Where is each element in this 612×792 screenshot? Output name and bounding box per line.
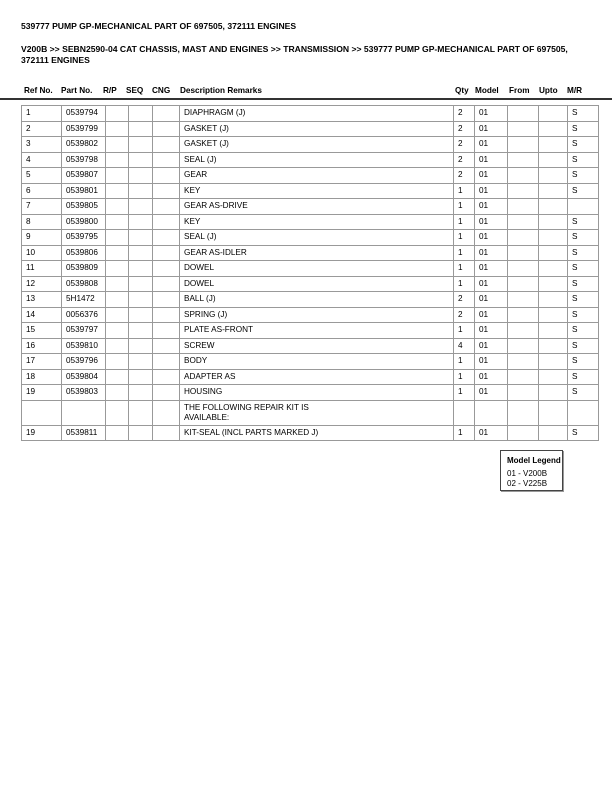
table-cell: 5H1472 [62,292,106,308]
table-cell [106,323,129,339]
table-row [22,261,599,277]
table-cell [153,245,180,261]
table-cell [508,292,539,308]
table-cell [539,385,568,401]
table-cell: S [568,323,599,339]
legend-item: 01 - V200B [507,469,548,478]
table-cell [129,106,153,122]
table-cell: 1 [454,261,475,277]
table-cell: S [568,261,599,277]
table-cell [153,400,180,425]
table-cell: S [568,152,599,168]
table-cell: 1 [454,230,475,246]
table-cell [475,400,508,425]
table-cell [106,214,129,230]
table-cell [539,121,568,137]
table-cell [106,338,129,354]
table-row [22,245,599,261]
table-cell [153,106,180,122]
table-cell: 01 [475,230,508,246]
table-cell: 7 [22,199,62,215]
table-cell: 0539798 [62,152,106,168]
table-cell [129,338,153,354]
table-cell: 2 [454,152,475,168]
table-cell [539,152,568,168]
page-title: 539777 PUMP GP-MECHANICAL PART OF 697505, 372111 ENGINES [21,21,297,31]
table-cell [106,121,129,137]
table-cell: S [568,425,599,441]
table-cell: GEAR [180,168,454,184]
table-cell: GEAR AS-IDLER [180,245,454,261]
table-cell [153,292,180,308]
table-cell: 10 [22,245,62,261]
table-cell: 01 [475,385,508,401]
table-cell [129,137,153,153]
table-cell [508,369,539,385]
table-cell: 01 [475,425,508,441]
table-cell: GASKET (J) [180,137,454,153]
table-cell [153,261,180,277]
table-cell: BALL (J) [180,292,454,308]
table-cell: 0539811 [62,425,106,441]
table-cell [508,137,539,153]
table-cell: 1 [454,354,475,370]
table-cell: GASKET (J) [180,121,454,137]
table-cell: 0539806 [62,245,106,261]
table-cell [106,230,129,246]
table-cell [539,168,568,184]
table-cell [539,400,568,425]
table-cell: 01 [475,245,508,261]
table-cell: 4 [22,152,62,168]
table-row [22,400,599,425]
table-row [22,168,599,184]
table-cell: 0539796 [62,354,106,370]
table-cell [153,276,180,292]
column-header: Ref No. [24,86,53,95]
table-cell: 12 [22,276,62,292]
table-cell [153,152,180,168]
table-cell: PLATE AS-FRONT [180,323,454,339]
table-row [22,106,599,122]
table-cell [508,323,539,339]
table-cell: S [568,369,599,385]
breadcrumb: V200B >> SEBN2590-04 CAT CHASSIS, MAST AND ENGINES >> TRANSMISSION >> 539777 PUMP GP-MECHANICAL PART OF 697505, 372111 ENGINES [21,44,568,65]
column-header: Upto [539,86,558,95]
table-cell [129,292,153,308]
table-cell: 1 [454,323,475,339]
table-cell [106,369,129,385]
table-cell [153,214,180,230]
table-cell [153,385,180,401]
model-legend [500,450,563,491]
column-header: Part No. [61,86,93,95]
table-cell: 0539797 [62,323,106,339]
table-cell [508,199,539,215]
table-row [22,385,599,401]
table-cell [508,106,539,122]
table-cell: 1 [454,199,475,215]
table-cell: 01 [475,369,508,385]
parts-table [21,105,599,441]
table-cell [106,261,129,277]
column-header: M/R [567,86,583,95]
table-cell: 01 [475,152,508,168]
table-cell: S [568,276,599,292]
table-cell [106,425,129,441]
table-cell [539,369,568,385]
table-cell: 2 [22,121,62,137]
table-cell [129,183,153,199]
table-cell [539,292,568,308]
table-cell [539,307,568,323]
table-cell [539,137,568,153]
table-row [22,292,599,308]
table-cell [106,276,129,292]
table-cell: 6 [22,183,62,199]
table-cell [129,261,153,277]
table-cell [153,369,180,385]
table-cell: 01 [475,292,508,308]
table-cell [106,385,129,401]
table-row [22,137,599,153]
table-cell [129,400,153,425]
table-cell: 1 [454,245,475,261]
table-cell: 01 [475,137,508,153]
column-header: From [509,86,530,95]
table-cell [153,338,180,354]
table-cell [106,354,129,370]
table-cell: GEAR AS-DRIVE [180,199,454,215]
table-cell: S [568,338,599,354]
table-row [22,230,599,246]
table-cell: 0539808 [62,276,106,292]
table-cell [508,400,539,425]
table-cell: 1 [454,214,475,230]
table-cell [106,106,129,122]
table-cell: 1 [22,106,62,122]
table-cell [106,307,129,323]
table-cell: S [568,121,599,137]
table-row [22,199,599,215]
table-row [22,323,599,339]
table-cell [508,261,539,277]
table-cell: THE FOLLOWING REPAIR KIT IS AVAILABLE: [180,400,454,425]
table-cell: 18 [22,369,62,385]
table-cell: SCREW [180,338,454,354]
table-cell: 0056376 [62,307,106,323]
column-header: Model [475,86,499,95]
table-cell: S [568,230,599,246]
table-row [22,425,599,441]
table-cell [539,354,568,370]
table-cell: 1 [454,385,475,401]
table-cell [129,323,153,339]
table-cell [508,230,539,246]
table-cell [106,168,129,184]
table-cell: KEY [180,214,454,230]
table-cell [62,400,106,425]
table-cell [129,354,153,370]
table-cell: 16 [22,338,62,354]
table-cell: 2 [454,307,475,323]
table-cell: 2 [454,292,475,308]
column-header: Description Remarks [180,86,262,95]
column-header: Qty [455,86,469,95]
table-cell [129,230,153,246]
table-cell [508,354,539,370]
table-cell [153,168,180,184]
table-cell [454,400,475,425]
table-header [0,86,612,100]
table-cell: 3 [22,137,62,153]
table-cell: 14 [22,307,62,323]
table-cell [129,369,153,385]
table-cell: 11 [22,261,62,277]
table-cell [153,425,180,441]
table-cell: S [568,168,599,184]
table-cell [539,276,568,292]
table-row [22,307,599,323]
table-cell [539,425,568,441]
table-cell: 1 [454,425,475,441]
legend-item: 02 - V225B [507,479,548,488]
table-cell [568,199,599,215]
table-cell [129,276,153,292]
table-cell [508,168,539,184]
table-cell [539,261,568,277]
table-cell: 01 [475,121,508,137]
table-cell: S [568,354,599,370]
table-cell: 0539807 [62,168,106,184]
table-cell: BODY [180,354,454,370]
table-cell: 0539801 [62,183,106,199]
table-cell [153,121,180,137]
table-cell [539,214,568,230]
column-header: R/P [103,86,117,95]
table-cell [508,338,539,354]
table-cell: S [568,214,599,230]
table-cell [153,199,180,215]
table-row [22,369,599,385]
table-cell [539,323,568,339]
table-cell: 2 [454,106,475,122]
table-cell [539,230,568,246]
table-cell [129,245,153,261]
table-cell [106,152,129,168]
table-cell: 0539804 [62,369,106,385]
table-cell [153,354,180,370]
table-cell: S [568,183,599,199]
table-cell [539,245,568,261]
table-cell: HOUSING [180,385,454,401]
table-cell: SEAL (J) [180,152,454,168]
table-cell [539,199,568,215]
table-cell [508,425,539,441]
table-cell: 0539799 [62,121,106,137]
table-cell: 2 [454,137,475,153]
table-cell: 2 [454,168,475,184]
table-cell: 1 [454,369,475,385]
table-cell: 01 [475,307,508,323]
table-cell [106,137,129,153]
table-cell [129,152,153,168]
table-cell: 2 [454,121,475,137]
table-cell [508,276,539,292]
table-cell: DOWEL [180,276,454,292]
table-cell: SEAL (J) [180,230,454,246]
table-cell: 13 [22,292,62,308]
table-cell [153,183,180,199]
column-header: SEQ [126,86,144,95]
table-cell: 0539794 [62,106,106,122]
table-cell: 01 [475,323,508,339]
table-cell: 0539800 [62,214,106,230]
table-cell [129,425,153,441]
table-cell [106,400,129,425]
table-cell: 8 [22,214,62,230]
table-cell: S [568,137,599,153]
table-cell: 19 [22,385,62,401]
table-cell: 01 [475,183,508,199]
table-cell [106,199,129,215]
table-cell: KIT-SEAL (INCL PARTS MARKED J) [180,425,454,441]
table-cell [129,214,153,230]
table-cell [106,245,129,261]
table-cell: SPRING (J) [180,307,454,323]
table-cell: 01 [475,261,508,277]
table-cell: ADAPTER AS [180,369,454,385]
table-cell: 4 [454,338,475,354]
table-cell: 0539809 [62,261,106,277]
table-row [22,354,599,370]
table-cell: 17 [22,354,62,370]
table-row [22,121,599,137]
table-cell [129,307,153,323]
table-row [22,276,599,292]
table-cell [153,137,180,153]
table-cell: 1 [454,183,475,199]
table-cell: 01 [475,276,508,292]
table-row [22,214,599,230]
table-cell [539,106,568,122]
table-cell [508,385,539,401]
table-cell: 15 [22,323,62,339]
column-header: CNG [152,86,171,95]
table-cell: S [568,245,599,261]
table-cell: 01 [475,338,508,354]
table-cell: 1 [454,276,475,292]
legend-title: Model Legend [507,456,561,465]
table-cell [129,168,153,184]
table-cell [106,292,129,308]
table-row [22,183,599,199]
table-cell [153,323,180,339]
table-cell [153,230,180,246]
table-cell [129,385,153,401]
table-cell [129,199,153,215]
table-cell [539,183,568,199]
table-cell: 0539805 [62,199,106,215]
table-row [22,338,599,354]
table-cell: 0539802 [62,137,106,153]
table-cell: 01 [475,168,508,184]
table-cell [508,121,539,137]
table-cell [153,307,180,323]
table-cell: 01 [475,354,508,370]
table-cell: S [568,106,599,122]
table-cell [508,307,539,323]
table-cell: DOWEL [180,261,454,277]
table-row [22,152,599,168]
table-cell: S [568,307,599,323]
table-cell [22,400,62,425]
table-cell: 5 [22,168,62,184]
table-cell: 01 [475,214,508,230]
table-cell [508,214,539,230]
table-cell: DIAPHRAGM (J) [180,106,454,122]
table-cell: S [568,292,599,308]
table-cell: 0539795 [62,230,106,246]
table-cell: KEY [180,183,454,199]
table-cell: 9 [22,230,62,246]
table-cell: 0539810 [62,338,106,354]
table-cell: 19 [22,425,62,441]
table-cell [508,245,539,261]
table-cell: S [568,385,599,401]
table-cell [539,338,568,354]
table-cell: 0539803 [62,385,106,401]
table-cell [568,400,599,425]
table-cell [106,183,129,199]
table-cell [129,121,153,137]
table-cell [508,183,539,199]
table-cell [508,152,539,168]
table-cell: 01 [475,106,508,122]
table-cell: 01 [475,199,508,215]
